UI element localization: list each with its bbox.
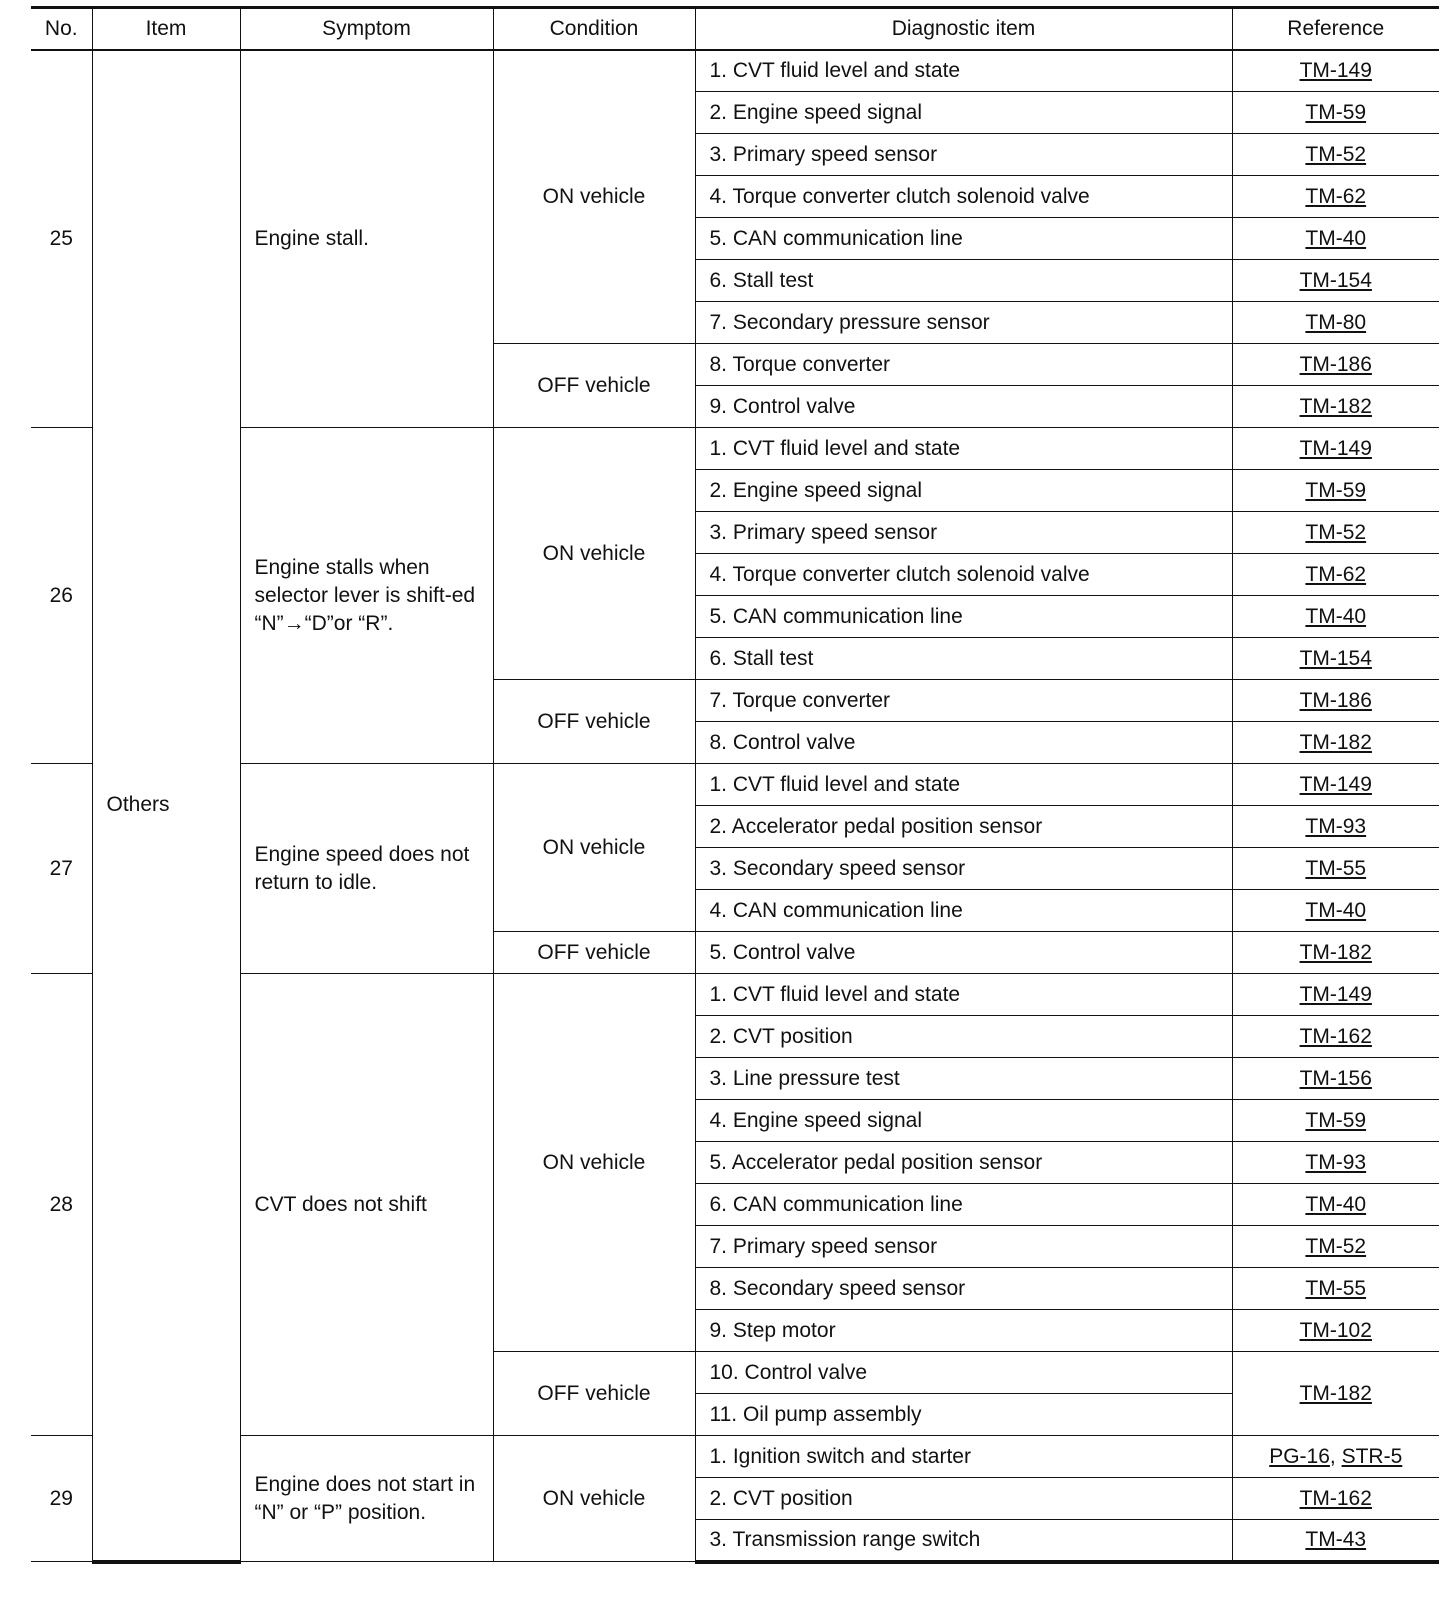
diagnostic-item: 1. CVT fluid level and state: [695, 428, 1232, 470]
header-diagnostic-item: Diagnostic item: [695, 8, 1232, 50]
reference-link[interactable]: TM-154: [1299, 646, 1372, 670]
diagnostic-item: 5. CAN communication line: [695, 596, 1232, 638]
diagnostic-item: 9. Step motor: [695, 1310, 1232, 1352]
reference-cell: [1232, 1142, 1439, 1184]
reference-cell: [1232, 1184, 1439, 1226]
reference-link[interactable]: TM-62: [1305, 184, 1367, 208]
reference-cell: [1232, 554, 1439, 596]
diagnostic-item: 5. Accelerator pedal position sensor: [695, 1142, 1232, 1184]
reference-cell: [1232, 260, 1439, 302]
reference-cell: [1232, 1016, 1439, 1058]
reference-link[interactable]: TM-162: [1299, 1486, 1372, 1510]
reference-cell: [1232, 596, 1439, 638]
reference-link[interactable]: TM-102: [1299, 1318, 1372, 1342]
reference-link[interactable]: STR-5: [1341, 1444, 1403, 1468]
symptom-cell: Engine stalls when selector lever is shift-ed “N”→“D”or “R”.: [240, 428, 493, 764]
symptom-cell: Engine speed does not return to idle.: [240, 764, 493, 974]
diagnostic-item: 1. CVT fluid level and state: [695, 764, 1232, 806]
table-row: [31, 974, 1439, 1016]
reference-link[interactable]: TM-149: [1299, 772, 1372, 796]
table-row: [31, 428, 1439, 470]
diagnostic-item: 4. Torque converter clutch solenoid valve: [695, 554, 1232, 596]
reference-cell: [1232, 344, 1439, 386]
reference-cell: [1232, 470, 1439, 512]
diagnostic-item: 4. CAN communication line: [695, 890, 1232, 932]
diagnostic-item: 2. CVT position: [695, 1478, 1232, 1520]
reference-link[interactable]: TM-149: [1299, 982, 1372, 1006]
reference-cell: [1232, 890, 1439, 932]
diagnostic-item: 11. Oil pump assembly: [695, 1394, 1232, 1436]
condition-cell: OFF vehicle: [493, 680, 695, 764]
table-row: [31, 1436, 1439, 1478]
diagnostic-item: 4. Torque converter clutch solenoid valve: [695, 176, 1232, 218]
diagnostic-item: 8. Torque converter: [695, 344, 1232, 386]
table-header-row: [31, 8, 1439, 50]
diagnostic-item: 2. Accelerator pedal position sensor: [695, 806, 1232, 848]
reference-cell: [1232, 1226, 1439, 1268]
item-cell: Others: [92, 50, 240, 1562]
diagnostic-item: 3. Primary speed sensor: [695, 512, 1232, 554]
diagnostic-item: 3. Secondary speed sensor: [695, 848, 1232, 890]
diagnostic-item: 3. Line pressure test: [695, 1058, 1232, 1100]
header-item: Item: [92, 8, 240, 50]
reference-link[interactable]: TM-52: [1305, 142, 1367, 166]
reference-link[interactable]: TM-55: [1305, 1276, 1367, 1300]
reference-cell: [1232, 134, 1439, 176]
reference-cell: PG-16, STR-5: [1232, 1436, 1439, 1478]
diagnostic-item: 1. CVT fluid level and state: [695, 50, 1232, 92]
reference-link[interactable]: PG-16: [1269, 1444, 1330, 1468]
row-number: 28: [31, 974, 92, 1436]
diagnostic-item: 5. CAN communication line: [695, 218, 1232, 260]
reference-cell: [1232, 848, 1439, 890]
reference-cell: [1232, 680, 1439, 722]
diagnostic-item: 8. Secondary speed sensor: [695, 1268, 1232, 1310]
reference-link[interactable]: TM-156: [1299, 1066, 1372, 1090]
diagnostic-item: 7. Torque converter: [695, 680, 1232, 722]
reference-link[interactable]: TM-162: [1299, 1024, 1372, 1048]
condition-cell: ON vehicle: [493, 974, 695, 1352]
diagnostic-item: 7. Primary speed sensor: [695, 1226, 1232, 1268]
header-no: No.: [31, 8, 92, 50]
reference-link[interactable]: TM-182: [1299, 940, 1372, 964]
reference-link[interactable]: TM-80: [1305, 310, 1367, 334]
reference-cell: [1232, 722, 1439, 764]
diagnostic-item: 2. Engine speed signal: [695, 92, 1232, 134]
row-number: 26: [31, 428, 92, 764]
table-row: [31, 764, 1439, 806]
header-symptom: Symptom: [240, 8, 493, 50]
row-number: 29: [31, 1436, 92, 1562]
header-reference: Reference: [1232, 8, 1439, 50]
reference-link[interactable]: TM-40: [1305, 604, 1367, 628]
reference-cell: [1232, 974, 1439, 1016]
reference-link[interactable]: TM-52: [1305, 520, 1367, 544]
reference-cell: [1232, 1100, 1439, 1142]
symptom-diagnosis-table: [31, 6, 1439, 1564]
row-number: 27: [31, 764, 92, 974]
reference-link[interactable]: TM-59: [1305, 478, 1367, 502]
reference-link[interactable]: TM-186: [1299, 688, 1372, 712]
row-number: 25: [31, 50, 92, 428]
reference-link[interactable]: TM-154: [1299, 268, 1372, 292]
reference-link[interactable]: TM-149: [1299, 436, 1372, 460]
reference-link[interactable]: TM-40: [1305, 898, 1367, 922]
condition-cell: OFF vehicle: [493, 932, 695, 974]
diagnostic-item: 6. Stall test: [695, 638, 1232, 680]
reference-link[interactable]: TM-59: [1305, 1108, 1367, 1132]
reference-link[interactable]: TM-40: [1305, 1192, 1367, 1216]
diagnostic-item: 1. Ignition switch and starter: [695, 1436, 1232, 1478]
reference-link[interactable]: TM-62: [1305, 562, 1367, 586]
reference-cell: [1232, 50, 1439, 92]
reference-cell: [1232, 386, 1439, 428]
symptom-cell: Engine stall.: [240, 50, 493, 428]
reference-cell: [1232, 806, 1439, 848]
reference-cell: [1232, 1478, 1439, 1520]
header-condition: Condition: [493, 8, 695, 50]
symptom-cell: CVT does not shift: [240, 974, 493, 1436]
diagnostic-item: 9. Control valve: [695, 386, 1232, 428]
reference-link[interactable]: TM-40: [1305, 226, 1367, 250]
reference-cell: [1232, 638, 1439, 680]
diagnostic-item: 6. Stall test: [695, 260, 1232, 302]
condition-cell: ON vehicle: [493, 1436, 695, 1562]
reference-cell: [1232, 932, 1439, 974]
reference-link[interactable]: TM-93: [1305, 814, 1367, 838]
reference-link[interactable]: TM-93: [1305, 1150, 1367, 1174]
reference-cell: [1232, 1520, 1439, 1562]
diagnostic-item: 3. Primary speed sensor: [695, 134, 1232, 176]
diagnostic-item: 4. Engine speed signal: [695, 1100, 1232, 1142]
condition-cell: ON vehicle: [493, 764, 695, 932]
table-row: [31, 50, 1439, 92]
diagnostic-item: 1. CVT fluid level and state: [695, 974, 1232, 1016]
reference-cell: [1232, 302, 1439, 344]
diagnostic-item: 2. CVT position: [695, 1016, 1232, 1058]
reference-cell: [1232, 1058, 1439, 1100]
reference-cell: [1232, 512, 1439, 554]
condition-cell: ON vehicle: [493, 50, 695, 344]
diagnosis-table-sheet: [31, 6, 1439, 1564]
reference-link[interactable]: TM-149: [1299, 58, 1372, 82]
reference-link[interactable]: TM-55: [1305, 856, 1367, 880]
diagnostic-item: 8. Control valve: [695, 722, 1232, 764]
reference-cell: [1232, 1310, 1439, 1352]
reference-cell: [1232, 1352, 1439, 1436]
reference-link[interactable]: TM-52: [1305, 1234, 1367, 1258]
symptom-cell: Engine does not start in “N” or “P” position.: [240, 1436, 493, 1562]
diagnostic-item: 3. Transmission range switch: [695, 1520, 1232, 1562]
reference-cell: [1232, 1268, 1439, 1310]
reference-cell: [1232, 764, 1439, 806]
reference-link[interactable]: TM-182: [1299, 394, 1372, 418]
reference-cell: [1232, 218, 1439, 260]
diagnostic-item: 5. Control valve: [695, 932, 1232, 974]
diagnostic-item: 10. Control valve: [695, 1352, 1232, 1394]
diagnostic-item: 2. Engine speed signal: [695, 470, 1232, 512]
reference-link[interactable]: TM-43: [1305, 1527, 1367, 1551]
reference-cell: [1232, 428, 1439, 470]
reference-link[interactable]: TM-182: [1299, 1381, 1372, 1405]
reference-link[interactable]: TM-186: [1299, 352, 1372, 376]
condition-cell: OFF vehicle: [493, 1352, 695, 1436]
diagnostic-item: 7. Secondary pressure sensor: [695, 302, 1232, 344]
condition-cell: OFF vehicle: [493, 344, 695, 428]
diagnostic-item: 6. CAN communication line: [695, 1184, 1232, 1226]
reference-link[interactable]: TM-182: [1299, 730, 1372, 754]
reference-cell: [1232, 92, 1439, 134]
condition-cell: ON vehicle: [493, 428, 695, 680]
reference-link[interactable]: TM-59: [1305, 100, 1367, 124]
reference-cell: [1232, 176, 1439, 218]
